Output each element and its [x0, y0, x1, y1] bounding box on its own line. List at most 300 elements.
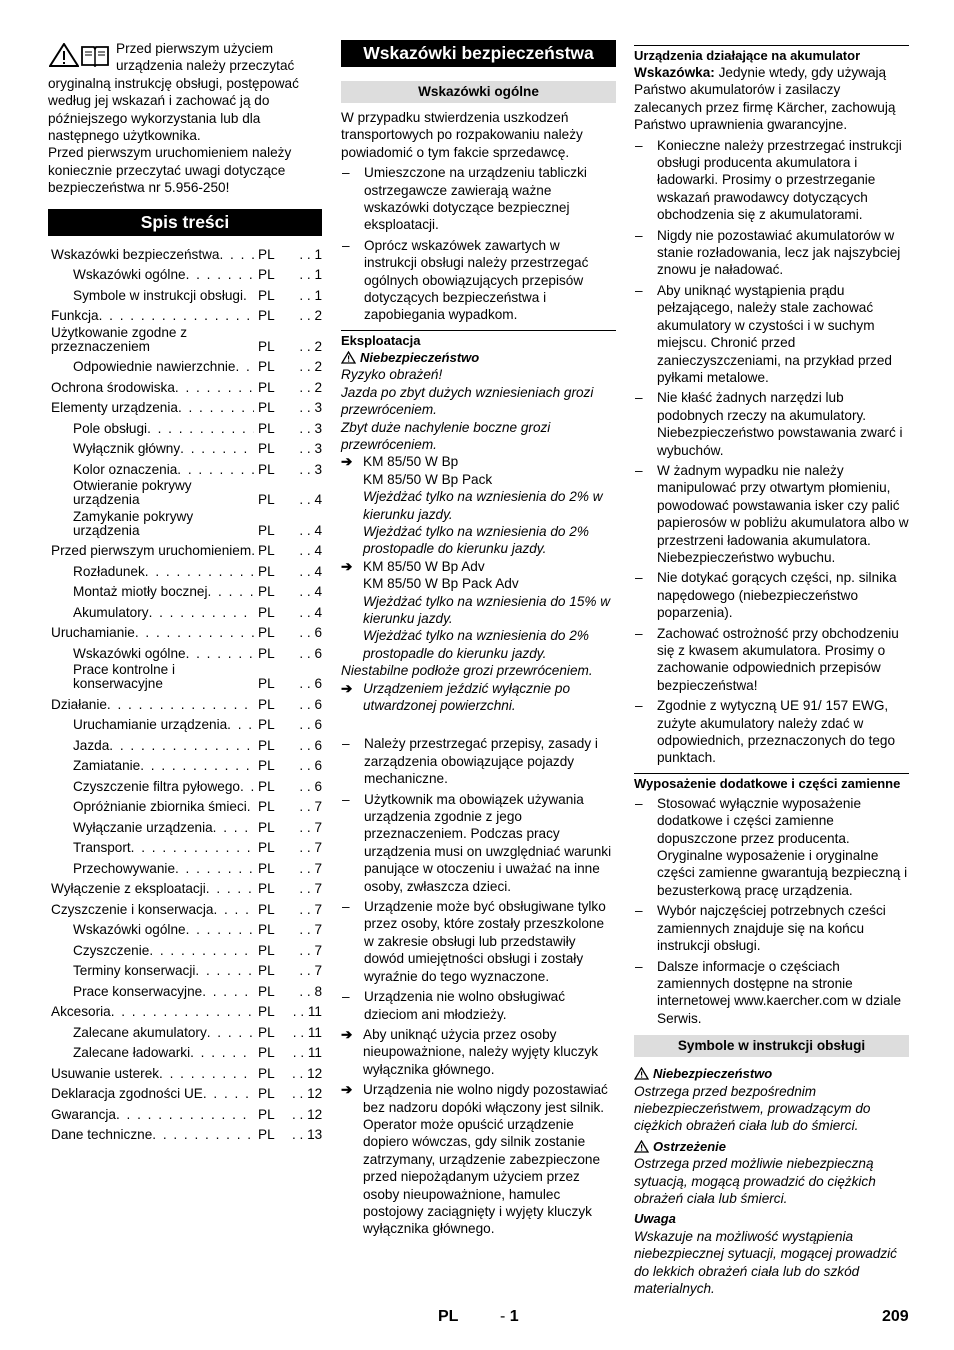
warning-triangle-icon: [49, 43, 79, 67]
toc-entry-page: . . 7: [299, 860, 322, 876]
toc-leader-dots: [99, 309, 254, 323]
footer-page-number: 209: [882, 1308, 909, 1325]
toc-entry-lang: PL: [258, 379, 275, 395]
toc-title: Spis treści: [48, 209, 322, 236]
toc-entry-title: [48, 647, 254, 661]
toc-leader-dots: [175, 381, 254, 395]
toc-entry-lang: PL: [258, 1127, 275, 1143]
toc-leader-dots: [107, 698, 254, 712]
toc-entry-lang: PL: [258, 860, 275, 876]
symbol-note-label: Uwaga: [634, 1211, 676, 1227]
battery-item-text: Zachować ostrożność przy obchodzeniu się z kwasem akumulatora. Prosimy o zachowanie odpowiednich przepisów bezpieczeństwa!: [657, 625, 899, 693]
toc-entry-text: Gwarancja: [51, 1107, 116, 1122]
model-a-limit-2: Wjeżdżać tylko na wzniesienia do 2% prostopadle do kierunku jazdy.: [363, 523, 589, 557]
toc-entry-text: Wyłączanie urządzenia: [73, 820, 213, 835]
toc-entry-text: Użytkowanie zgodne z przeznaczeniem: [51, 325, 188, 354]
dash-bullet: –: [635, 958, 643, 974]
arrow-right-icon: ➔: [341, 454, 353, 470]
toc-entry-page: . . 6: [299, 676, 322, 692]
toc-entry-title: [48, 739, 254, 753]
operation-arrow-item: [341, 1026, 616, 1078]
symbol-danger-heading: [634, 1065, 909, 1082]
toc-entry-text: Zamykanie pokrywy urządzenia: [73, 509, 194, 538]
toc-entry[interactable]: [48, 1001, 322, 1019]
toc-entry[interactable]: [48, 459, 322, 477]
battery-item: [634, 625, 909, 695]
toc-entry[interactable]: [48, 919, 322, 937]
toc-entry-page: . . 1: [299, 267, 322, 283]
toc-entry-text: Akcesoria: [51, 1005, 111, 1020]
toc-leader-dots: [235, 360, 254, 374]
toc-entry-page-number: 6: [314, 625, 322, 641]
toc-entry-page: . . 6: [299, 737, 322, 753]
battery-title: Urządzenia działające na akumulator: [634, 48, 861, 63]
accessory-item-text: Stosować wyłącznie wyposażenie dodatkowe i części zamienne dopuszczone przez producenta. Oryginalne wyposażenie i oryginalne części zamienne gwarantują bezpieczną i bezusterkową pracę urządzenia.: [657, 795, 908, 898]
toc-leader-dots: [219, 248, 254, 262]
general-item-text: Umieszczone na urządzeniu tabliczki ostrzegawcze zawierają ważne wskazówki dotyczące bezpiecznej eksploatacji.: [364, 165, 587, 233]
safety-title: Wskazówki bezpieczeństwa: [341, 40, 616, 67]
arrow-right-icon: ➔: [341, 1026, 353, 1042]
toc-entry-title: [48, 1067, 254, 1081]
toc-entry-lang: PL: [258, 717, 275, 733]
toc-leader-dots: [149, 944, 254, 958]
column-right: [634, 40, 909, 1297]
toc-leader-dots: [227, 718, 254, 732]
warning-triangle-icon: [341, 351, 356, 364]
operation-arrow-item-text: Urządzenia nie wolno nigdy pozostawiać bez nadzoru dopóki włączony jest silnik. Operator może opuścić urządzenie dopiero wówczas, gdy silnik zostanie zatrzymany, urządzenie zabezpieczone przed niepożądanym użyciem przez osoby nieupoważnione, hamulec postojowy zaciągnięty i wyjęty kluczyk wyłącznika głównego.: [363, 1082, 608, 1237]
symbol-warning-heading: [634, 1138, 909, 1155]
toc-entry-page: . . 7: [299, 819, 322, 835]
toc-entry[interactable]: [48, 714, 322, 732]
toc-entry[interactable]: [48, 356, 322, 374]
toc-entry[interactable]: [48, 1063, 322, 1081]
toc-entry-text: Zalecane ładowarki: [73, 1046, 191, 1061]
toc-entry-title: [48, 1046, 254, 1060]
toc-entry-page: . . 6: [299, 778, 322, 794]
dash-bullet: –: [635, 137, 643, 153]
toc-entry-page: . . 2: [299, 338, 322, 354]
intro-icons: [49, 43, 110, 67]
toc-leader-dots: [109, 739, 254, 753]
toc-entry-page: . . 7: [299, 901, 322, 917]
toc-entry[interactable]: [48, 326, 322, 354]
toc-entry-text: Przechowywanie: [73, 861, 175, 876]
toc-entry-lang: PL: [258, 901, 275, 917]
symbol-warning-text: Ostrzega przed możliwie niebezpieczną sytuacją, mogącą prowadzić do ciężkich obrażeń ciała lub śmierci.: [634, 1156, 876, 1206]
toc-entry[interactable]: [48, 438, 322, 456]
toc-entry-page: . . 3: [299, 461, 322, 477]
toc-leader-dots: [186, 923, 254, 937]
toc-entry-title: [48, 268, 254, 282]
toc-leader-dots: [145, 565, 254, 579]
toc-entry-text: Transport: [73, 841, 131, 856]
model-a-item: [341, 453, 616, 470]
toc-entry-text: Zamiatanie: [73, 759, 141, 774]
toc-entry-lang: PL: [258, 308, 275, 324]
toc-entry-title: [48, 585, 254, 599]
toc-entry-page: . . 6: [299, 717, 322, 733]
toc-entry-title: [48, 1005, 254, 1019]
toc-entry[interactable]: [48, 735, 322, 753]
toc-leader-dots: [213, 821, 254, 835]
toc-entry-title: [48, 862, 254, 876]
model-a-name-1: KM 85/50 W Bp: [363, 454, 459, 470]
toc-entry-text: Dane techniczne: [51, 1128, 153, 1143]
toc-entry-title: [48, 360, 254, 374]
toc-entry[interactable]: [48, 244, 322, 262]
toc-entry-page-number: 2: [314, 308, 322, 324]
toc-entry[interactable]: [48, 643, 322, 661]
toc-entry-page-number: 12: [307, 1065, 323, 1081]
toc-entry-title: [48, 944, 254, 958]
footer-section-page: [500, 1308, 519, 1325]
toc-entry-lang: PL: [258, 359, 275, 375]
toc-entry-page: . . 11: [292, 1045, 322, 1061]
toc-entry-text: Otwieranie pokrywy urządzenia: [73, 479, 192, 508]
toc-entry-page: . . 6: [299, 758, 322, 774]
symbol-danger-text: Ostrzega przed bezpośrednim niebezpieczeństwem, prowadzącym do ciężkich obrażeń ciała lub do śmierci.: [634, 1083, 871, 1134]
column-middle: [341, 40, 616, 1238]
toc-entry-page-number: 7: [314, 922, 322, 938]
toc-entry[interactable]: [48, 581, 322, 599]
toc-entry-text: Działanie: [51, 697, 107, 712]
battery-item: [634, 569, 909, 621]
toc-entry-title: [48, 442, 254, 456]
toc-entry-page: . . 3: [299, 420, 322, 436]
toc-entry-page-number: 1: [314, 287, 322, 303]
toc-entry-lang: PL: [258, 604, 275, 620]
toc-entry-page: . . 4: [299, 492, 322, 508]
toc-leader-dots: [190, 1046, 254, 1060]
arrow-right-icon: ➔: [341, 1082, 353, 1098]
toc-entry[interactable]: [48, 285, 322, 303]
toc-entry-title: [48, 698, 254, 712]
toc-entry-page: . . 4: [299, 543, 322, 559]
toc-entry-title: [48, 800, 254, 814]
toc-entry[interactable]: [48, 510, 322, 538]
toc-entry[interactable]: [48, 837, 322, 855]
toc-entry-title: [48, 882, 254, 896]
toc-entry-text: Usuwanie usterek: [51, 1066, 160, 1081]
toc-entry-text: Ochrona środowiska: [51, 380, 175, 395]
toc-leader-dots: [159, 1067, 254, 1081]
toc-entry-title: [48, 985, 254, 999]
toc-entry-title: [48, 463, 254, 477]
symbols-title: Symbole w instrukcji obsługi: [634, 1035, 909, 1057]
toc-entry-page: . . 4: [299, 584, 322, 600]
toc-entry[interactable]: [48, 305, 322, 323]
toc-entry-lang: PL: [258, 1106, 275, 1122]
dash-bullet: –: [342, 791, 350, 807]
toc-entry-text: Wyłącznik główny: [73, 442, 181, 457]
toc-entry[interactable]: [48, 602, 322, 620]
toc-entry-page: . . 7: [299, 963, 322, 979]
toc-entry-page-number: 4: [314, 492, 322, 508]
toc-entry[interactable]: [48, 622, 322, 640]
dash-bullet: –: [635, 698, 643, 714]
toc-entry-page: . . 3: [299, 400, 322, 416]
toc-entry-text: Rozładunek: [73, 564, 145, 579]
toc-leader-dots: [140, 759, 254, 773]
operation-item-text: Urządzenia nie wolno obsługiwać dzieciom ani młodzieży.: [364, 989, 565, 1022]
model-b-limit-1: Wjeżdżać tylko na wzniesienia do 15% w kierunku jazdy.: [363, 593, 611, 626]
unstable-ground: Niestabilne podłoże grozi przewróceniem.: [341, 663, 593, 679]
toc-entry[interactable]: [48, 479, 322, 507]
accessory-item: [634, 958, 909, 1028]
toc-entry-page-number: 7: [314, 840, 322, 856]
toc-entry-title: [48, 841, 254, 855]
toc-entry-text: Uruchamianie: [51, 626, 135, 641]
toc-entry[interactable]: [48, 264, 322, 282]
toc-entry-page-number: 4: [314, 604, 322, 620]
toc-entry-page: . . 7: [299, 942, 322, 958]
toc-entry[interactable]: [48, 1104, 322, 1122]
accessories-section: [634, 773, 909, 1027]
toc-entry-text: Terminy konserwacji: [73, 964, 196, 979]
toc-entry-text: Akumulatory: [73, 605, 149, 620]
toc-leader-dots: [147, 422, 254, 436]
operation-title: Eksploatacja: [341, 332, 421, 348]
injury-risk: Ryzyko obrażeń!: [341, 367, 443, 383]
toc-entry-page-number: 7: [314, 799, 322, 815]
toc-entry-page: . . 3: [299, 441, 322, 457]
toc-entry-lang: PL: [258, 267, 275, 283]
toc-entry-title: [48, 759, 254, 773]
toc-entry-title: [48, 401, 254, 415]
toc-entry-page-number: 7: [314, 963, 322, 979]
toc-entry-page-number: 6: [314, 737, 322, 753]
toc-entry-lang: PL: [258, 676, 275, 692]
toc-entry[interactable]: [48, 377, 322, 395]
toc-entry[interactable]: [48, 940, 322, 958]
toc-entry[interactable]: [48, 796, 322, 814]
toc-leader-dots: [149, 606, 254, 620]
model-b-item: [341, 558, 616, 575]
toc-entry-lang: PL: [258, 1065, 275, 1081]
toc-entry[interactable]: [48, 755, 322, 773]
toc-entry-text: Wskazówki bezpieczeństwa: [51, 247, 220, 262]
toc-entry[interactable]: [48, 561, 322, 579]
toc-entry-lang: PL: [258, 441, 275, 457]
toc-entry[interactable]: [48, 1042, 322, 1060]
toc-entry-text: Kolor oznaczenia: [73, 462, 178, 477]
toc-entry[interactable]: [48, 1022, 322, 1040]
accessory-item-text: Wybór najczęściej potrzebnych cześci zamiennych znajduje się na końcu instrukcji obsługi.: [657, 903, 886, 954]
toc-entry-lang: PL: [258, 778, 275, 794]
toc-entry-title: [48, 923, 254, 937]
toc-entry-page-number: 3: [314, 400, 322, 416]
toc-entry-page-number: 6: [314, 696, 322, 712]
toc-entry[interactable]: [48, 1083, 322, 1101]
toc-entry-page-number: 6: [314, 717, 322, 733]
toc-leader-dots: [175, 862, 254, 876]
tilt-risk: Zbyt duże nachylenie boczne grozi przewróceniem.: [341, 419, 551, 452]
toc-entry-lang: PL: [258, 799, 275, 815]
toc-entry-lang: PL: [258, 983, 275, 999]
toc-entry-text: Elementy urządzenia: [51, 401, 178, 416]
dash-bullet: –: [635, 227, 643, 243]
battery-item: [634, 282, 909, 386]
battery-item-text: Aby uniknąć wystąpienia prądu pełzającego, należy stale zachować akumulatory w czystości i w suchym miejscu. Chronić przed zanieczyszczeniami, na przykład przed pyłkami metalowe.: [657, 282, 892, 385]
toc-entry-lang: PL: [258, 522, 275, 538]
model-b-name-1: KM 85/50 W Bp Adv: [363, 558, 485, 574]
dash-bullet: –: [635, 390, 643, 406]
accessories-title: Wyposażenie dodatkowe i części zamienne: [634, 775, 901, 791]
battery-item: [634, 389, 909, 459]
toc-entry-page: . . 4: [299, 604, 322, 620]
toc-entry-text: Pole obsługi: [73, 421, 148, 436]
general-items-list: [341, 164, 616, 324]
height-risk: Jazda po zbyt dużych wzniesieniach grozi przewróceniem.: [341, 384, 594, 418]
intro-paragraph-2: Przed pierwszym uruchomieniem należy koniecznie przeczytać uwagi dotyczące bezpieczeństwa nr 5.956-250!: [48, 145, 292, 196]
column-left: [48, 40, 322, 1145]
toc-entry-lang: PL: [258, 942, 275, 958]
danger-heading: [341, 349, 616, 366]
toc-entry[interactable]: [48, 817, 322, 835]
toc-entry-text: Wskazówki ogólne: [73, 923, 186, 938]
toc-entry-text: Prace kontrolne i konserwacyjne: [73, 663, 176, 692]
toc-entry-page: . . 6: [299, 645, 322, 661]
toc-entry-page-number: 2: [314, 338, 322, 354]
battery-item-text: Nigdy nie pozostawiać akumulatorów w stanie rozładowania, lecz jak najszybciej znowu je naładować.: [657, 227, 901, 278]
toc-entry[interactable]: [48, 878, 322, 896]
toc-entry-page-number: 3: [314, 461, 322, 477]
toc-entry[interactable]: [48, 960, 322, 978]
toc-entry[interactable]: [48, 776, 322, 794]
accessory-item: [634, 795, 909, 899]
toc-entry[interactable]: [48, 858, 322, 876]
toc-entry[interactable]: [48, 899, 322, 917]
toc-entry-title: [48, 606, 254, 620]
toc-entry-page-number: 11: [307, 1024, 322, 1040]
footer-section-number: 1: [509, 1308, 519, 1325]
general-notes-title: Wskazówki ogólne: [341, 81, 616, 103]
toc-entry-page: . . 12: [292, 1086, 323, 1102]
unstable-action-item: [341, 680, 616, 715]
model-b-name-2: KM 85/50 W Bp Pack Adv: [363, 576, 519, 592]
toc-entry-page-number: 7: [314, 901, 322, 917]
toc-leader-dots: [131, 841, 254, 855]
battery-item-text: W żadnym wypadku nie należy manipulować przy otwartym płomieniu, powodować powstawania isker czy palić papierosów w pobliżu akumulatora albo w przestrzeni ładowania akumulatora. Niebezpieczeństwo wybuchu.: [657, 462, 909, 565]
dash-bullet: –: [342, 899, 350, 915]
general-item-text: Oprócz wskazówek zawartych w instrukcji obsługi należy przestrzegać ogólnych obowiązujących przepisów dotyczących bezpieczeństwa i zapobiegania wypadkom.: [364, 237, 589, 323]
arrow-right-icon: ➔: [341, 558, 353, 574]
operation-arrows-list: [341, 1026, 616, 1238]
toc-leader-dots: [206, 882, 254, 896]
toc-entry[interactable]: [48, 694, 322, 712]
toc-entry-lang: PL: [258, 492, 275, 508]
toc-entry-page-number: 13: [307, 1127, 323, 1143]
toc-entry-title: [48, 663, 254, 691]
toc-entry-lang: PL: [258, 696, 275, 712]
toc-leader-dots: [207, 585, 254, 599]
toc-entry-text: Jazda: [73, 738, 110, 753]
accessories-items-list: [634, 795, 909, 1027]
toc-entry-page-number: 3: [314, 441, 322, 457]
unstable-action: Urządzeniem jeździć wyłącznie po utwardzonej powierzchni.: [363, 680, 571, 713]
toc-entry-text: Zalecane akumulatory: [73, 1025, 207, 1040]
battery-item: [634, 227, 909, 279]
model-b-limit-2: Wjeżdżać tylko na wzniesienia do 2% prostopadle do kierunku jazdy.: [363, 628, 589, 661]
toc-entry-title: [48, 565, 254, 579]
dash-bullet: –: [635, 625, 643, 641]
symbols-section: [634, 1065, 909, 1297]
toc-entry-page: . . 13: [292, 1127, 323, 1143]
toc-entry-text: Czyszczenie i konserwacja: [51, 902, 214, 917]
battery-item: [634, 697, 909, 767]
toc-entry-title: [48, 510, 254, 538]
toc-leader-dots: [135, 626, 254, 640]
toc-entry[interactable]: [48, 397, 322, 415]
dash-bullet: –: [635, 795, 643, 811]
battery-item-text: Nie kłaść żadnych narzędzi lub podobnych rzeczy na akumulatory. Niebezpieczeństwo powstawania zwarć i wybuchów.: [657, 390, 903, 458]
toc-entry-lang: PL: [258, 819, 275, 835]
arrow-right-icon: ➔: [341, 680, 353, 696]
toc-leader-dots: [111, 1005, 254, 1019]
toc-leader-dots: [202, 985, 254, 999]
toc-leader-dots: [207, 1026, 254, 1040]
toc-leader-dots: [180, 442, 254, 456]
toc-entry-text: Przed pierwszym uruchomieniem: [51, 544, 252, 559]
toc-entry-page: . . 11: [292, 1004, 322, 1020]
toc-entry[interactable]: [48, 418, 322, 436]
toc-entry-page: . . 11: [292, 1024, 322, 1040]
toc-entry-text: Prace konserwacyjne: [73, 984, 203, 999]
symbol-warning-label: Ostrzeżenie: [653, 1138, 726, 1154]
danger-label: Niebezpieczeństwo: [360, 349, 480, 365]
toc-entry-lang: PL: [258, 543, 275, 559]
toc-entry-lang: PL: [258, 1086, 275, 1102]
operation-item: [341, 898, 616, 985]
toc-entry-lang: PL: [258, 840, 275, 856]
toc-entry-lang: PL: [258, 246, 275, 262]
toc-leader-dots: [213, 903, 254, 917]
toc-entry[interactable]: [48, 540, 322, 558]
toc-entry-title: [48, 544, 254, 558]
toc-entry-title: [48, 780, 254, 794]
toc-entry-page: . . 4: [299, 522, 322, 538]
toc-entry-text: Odpowiednie nawierzchnie: [73, 360, 236, 375]
toc-entry-page: . . 1: [299, 287, 322, 303]
toc-entry-page-number: 1: [314, 267, 322, 283]
toc-leader-dots: [177, 463, 254, 477]
toc-entry-page: . . 12: [292, 1106, 323, 1122]
operation-item: [341, 791, 616, 895]
general-item: [341, 237, 616, 324]
toc-entry-title: [48, 964, 254, 978]
battery-item: [634, 137, 909, 224]
toc-leader-dots: [247, 800, 254, 814]
dash-bullet: –: [635, 570, 643, 586]
toc-entry-title: [48, 626, 254, 640]
toc-entry[interactable]: [48, 1124, 322, 1142]
toc-leader-dots: [116, 1108, 254, 1122]
symbol-note-text: Wskazuje na możliwość wystąpienia niebezpiecznej sytuacji, mogącej prowadzić do lekkich obrażeń ciała lub do szkód materialnych.: [634, 1228, 897, 1296]
toc-entry-text: Wskazówki ogólne: [73, 646, 186, 661]
toc-entry[interactable]: [48, 981, 322, 999]
toc-entry-page: . . 7: [299, 881, 322, 897]
operation-arrow-item-text: Aby uniknąć użycia przez osoby nieupoważnione, należy wyjęty kluczyk wyłącznika głównego.: [363, 1026, 598, 1077]
toc-entry-lang: PL: [258, 338, 275, 354]
dash-bullet: –: [635, 903, 643, 919]
toc-entry-lang: PL: [258, 563, 275, 579]
toc-entry[interactable]: [48, 663, 322, 691]
toc-entry-page-number: 3: [314, 420, 322, 436]
toc-entry-title: [48, 1026, 254, 1040]
toc-entry-text: Czyszczenie filtra pyłowego: [73, 779, 240, 794]
toc-entry-title: [48, 1087, 254, 1101]
toc-entry-page-number: 1: [314, 246, 322, 262]
